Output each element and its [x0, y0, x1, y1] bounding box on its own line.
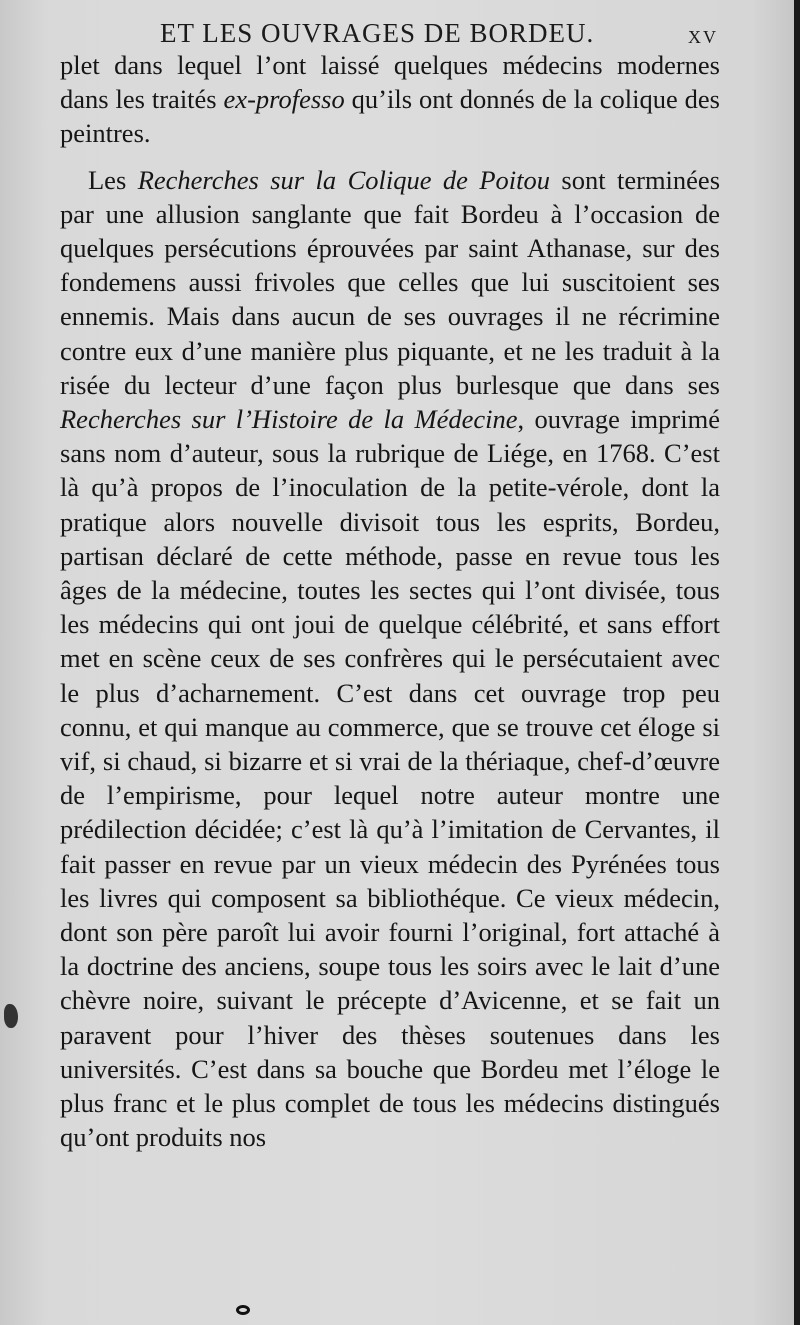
running-head: ET LES OUVRAGES DE BORDEU. — [160, 18, 595, 48]
paragraph-text: plet dans lequel l’ont laissé quelques médecins modernes dans les traités — [60, 50, 720, 115]
italic-title-text: Recherches sur l’Histoire de la Médecine — [60, 404, 518, 435]
paragraph-text: sont terminées par une allusion sanglante que fait Bordeu à l’occasion de quelques persécutions éprouvées par saint Athanase, sur des fondemens aussi frivoles que celles que lui suscitoient ses ennemis. Mais dans aucun de ses ouvrages il ne récrimine contre eux d’une manière plus piquante, et ne les traduit à la risée du lecteur d’une façon plus burlesque que dans ses — [60, 164, 721, 400]
body-text — [60, 48, 720, 1155]
paragraph-2 — [60, 163, 720, 1155]
italic-title-text: ex-professo — [223, 84, 345, 115]
page-ornament — [236, 1305, 250, 1315]
page-edge-shadow — [794, 0, 800, 1325]
paragraph-1 — [60, 48, 720, 151]
paragraph-text: qu’ils ont donnés de la colique des peintres. — [60, 84, 720, 149]
ink-blot — [4, 1004, 18, 1028]
paragraph-text: Les — [88, 164, 138, 195]
page-number: xv — [688, 20, 718, 49]
italic-title-text: Recherches sur la Colique de Poitou — [137, 164, 550, 195]
paragraph-text: , ouvrage imprimé sans nom d’auteur, sous la rubrique de Liége, en 1768. C’est là qu’à propos de l’inoculation de la petite-vérole, dont la pratique alors nouvelle divisoit tous les esprits, Bordeu, partisan déclaré de cette méthode, passe en revue tous les âges de la médecine, toutes les sectes qui l’ont divisée, tous les médecins qui ont joui de quelque célébrité, et sans effort met en scène ceux de ses confrères qui le persécutaient avec le plus d’acharnement. C’est dans cet ouvrage trop peu connu, et qui manque au commerce, que se trouve cet éloge si vif, si chaud, si bizarre et si vrai de la thériaque, chef-d’œuvre de l’empirisme, pour lequel notre auteur montre une prédilection décidée; c’est là qu’à l’imitation de Cervantes, il fait passer en revue par un vieux médecin des Pyrénées tous les livres qui composent sa bibliothéque. Ce vieux médecin, dont son père paroît lui avoir fourni l’original, fort attaché à la doctrine des anciens, soupe tous les soirs avec le lait d’une chèvre noire, suivant le précepte d’Avicenne, et se fait un paravent pour l’hiver des thèses soutenues dans les universités. C’est dans sa bouche que Bordeu met l’éloge le plus franc et le plus complet de tous les médecins distingués qu’ont produits nos — [60, 404, 720, 1153]
page-header — [0, 12, 800, 52]
